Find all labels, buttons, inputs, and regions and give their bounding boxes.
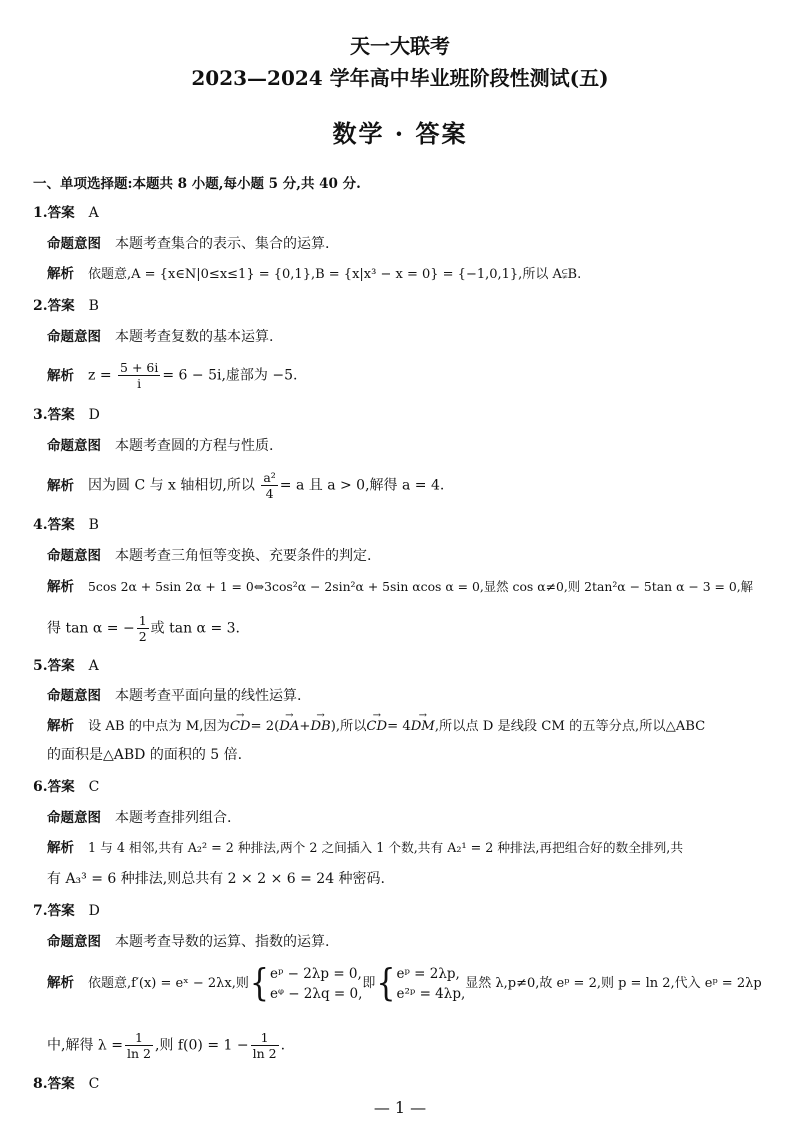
q1-intent: 本题考查集合的表示、集合的运算. (115, 236, 330, 252)
q6-analysis-line (47, 838, 683, 858)
answer-label: 答案 (47, 205, 75, 221)
q5-number: 5. (33, 658, 48, 674)
q7-analysis-2-mid: ,则 f(0) = 1 − (154, 1037, 249, 1054)
intent-label: 命题意图 (47, 688, 101, 704)
q2-analysis-pre: z = (88, 367, 112, 384)
answer-label: 答案 (47, 298, 75, 314)
q6-answer: C (88, 779, 100, 795)
left-brace-icon: { (376, 961, 396, 1005)
vector-db: → DB (310, 717, 330, 737)
q7-analysis-2-post: . (280, 1037, 286, 1054)
q6-number: 6. (33, 779, 48, 795)
q2-answer-line (33, 296, 99, 316)
q7-fraction-1-den: ln 2 (126, 1046, 151, 1061)
q6-intent-line (47, 808, 231, 828)
q7-analysis-line-2 (47, 1030, 285, 1061)
answer-label: 答案 (47, 779, 75, 795)
q7-system-2-row-2: e²ᵖ = 4λp, (396, 985, 466, 1002)
exam-title: 2023—2024 学年高中毕业班阶段性测试(五) (191, 66, 609, 90)
q1-number: 1. (33, 205, 48, 221)
q5-answer-line (33, 656, 99, 676)
q2-intent: 本题考查复数的基本运算. (115, 329, 274, 345)
q7-system-1-row-1: eᵖ − 2λp = 0, (269, 965, 362, 982)
q6-analysis-2: 有 A₃³ = 6 种排法,则总共有 2 × 2 × 6 = 24 种密码. (47, 871, 386, 887)
q7-system-1 (270, 964, 362, 1004)
q2-number: 2. (33, 298, 48, 314)
q5-answer: A (88, 658, 99, 674)
q4-analysis-2-post: 或 tan α = 3. (150, 620, 241, 637)
q5-analysis-p6: ,所以点 D 是线段 CM 的五等分点,所以△ABC (434, 719, 706, 734)
q7-fraction-2-num: 1 (251, 1030, 279, 1046)
q3-intent-line (47, 436, 273, 456)
q3-fraction-den: 4 (265, 486, 274, 501)
intent-label: 命题意图 (47, 329, 101, 345)
q5-intent: 本题考查平面向量的线性运算. (115, 688, 302, 704)
q3-fraction-num: a² (263, 470, 276, 485)
q2-analysis-line (47, 360, 297, 391)
q7-answer: D (88, 903, 100, 919)
q7-analysis-line (47, 963, 762, 1004)
q3-number: 3. (33, 407, 48, 423)
vector-da: → DA (279, 717, 299, 737)
analysis-label: 解析 (47, 367, 74, 384)
q3-analysis-post: = a 且 a > 0,解得 a = 4. (279, 477, 445, 494)
q7-answer-line (33, 901, 100, 921)
left-brace-icon: { (249, 961, 269, 1005)
q7-number: 7. (33, 903, 48, 919)
q7-intent: 本题考查导数的运算、指数的运算. (115, 934, 330, 950)
q2-intent-line (47, 327, 273, 347)
q4-answer-line (33, 515, 99, 535)
q1-analysis-line (47, 264, 581, 285)
q2-fraction-num: 5 + 6i (120, 360, 159, 375)
q4-fraction (137, 613, 149, 644)
q5-analysis-p4: ),所以 (330, 719, 367, 734)
q3-intent: 本题考查圆的方程与性质. (115, 438, 274, 454)
q2-fraction (118, 360, 160, 391)
q6-analysis-line-2 (47, 869, 385, 889)
q7-intent-line (47, 932, 329, 952)
q7-system-1-row-2: eᵠ − 2λq = 0, (269, 985, 363, 1002)
q5-analysis-line-2 (47, 745, 242, 765)
q1-answer-line (33, 203, 99, 223)
q2-analysis-post: = 6 − 5i,虚部为 −5. (162, 367, 298, 384)
q4-analysis-1: 5cos 2α + 5sin 2α + 1 = 0⇔3cos²α − 2sin²α + 5sin αcos α = 0,显然 cos α≠0,则 2tan²α − 5tan α − 3 = 0,解 (88, 579, 754, 594)
q4-fraction-den: 2 (138, 629, 147, 644)
analysis-label: 解析 (47, 718, 74, 734)
vector-cd-2: → CD (366, 717, 387, 737)
q6-intent: 本题考查排列组合. (115, 810, 232, 826)
q2-answer: B (88, 298, 99, 314)
q4-intent-line (47, 546, 371, 566)
subject-title: 数学 · 答案 (332, 119, 468, 148)
q1-analysis: 依题意,A = {x∈N|0≤x≤1} = {0,1},B = {x|x³ − x = 0} = {−1,0,1},所以 A⫋B. (88, 267, 582, 282)
analysis-label: 解析 (47, 477, 74, 494)
q4-analysis-2-pre: 得 tan α = − (47, 620, 135, 637)
q3-fraction (261, 470, 277, 501)
q5-analysis-p3: + (299, 719, 311, 734)
q6-analysis-1: 1 与 4 相邻,共有 A₂² = 2 种排法,两个 2 之间插入 1 个数,共有 A₂¹ = 2 种排法,再把组合好的数全排列,共 (88, 840, 684, 855)
intent-label: 命题意图 (47, 810, 101, 826)
vector-dm: → DM (411, 717, 435, 737)
q1-intent-line (47, 234, 329, 254)
q7-fraction-2 (251, 1030, 279, 1061)
q3-answer: D (88, 407, 100, 423)
q4-analysis-line-2 (47, 613, 240, 644)
q1-answer: A (88, 205, 99, 221)
page-number: — 1 — (373, 1098, 427, 1117)
q7-analysis-2-pre: 中,解得 λ = (47, 1037, 123, 1054)
q3-analysis-pre: 因为圆 C 与 x 轴相切,所以 (88, 477, 255, 494)
q4-fraction-num: 1 (138, 613, 147, 628)
q7-system-2-row-1: eᵖ = 2λp, (396, 965, 460, 982)
analysis-label: 解析 (47, 579, 74, 595)
answer-label: 答案 (47, 658, 75, 674)
answer-label: 答案 (47, 1076, 75, 1092)
intent-label: 命题意图 (47, 548, 101, 564)
q2-fraction-den: i (137, 376, 142, 391)
q3-analysis-line (47, 470, 444, 501)
analysis-label: 解析 (47, 266, 74, 282)
analysis-label: 解析 (47, 840, 74, 856)
q7-fraction-1-num: 1 (125, 1030, 153, 1046)
q4-analysis-line (47, 577, 753, 597)
intent-label: 命题意图 (47, 438, 101, 454)
q4-number: 4. (33, 517, 48, 533)
q8-number: 8. (33, 1076, 48, 1092)
q5-analysis-line (47, 716, 705, 737)
q8-answer: C (88, 1076, 100, 1092)
vector-cd: → CD (230, 717, 251, 737)
q8-answer-line (33, 1074, 99, 1094)
q6-answer-line (33, 777, 99, 797)
org-title: 天一大联考 (350, 34, 450, 58)
analysis-label: 解析 (47, 975, 74, 991)
q5-analysis-p5: = 4 (387, 719, 411, 734)
q5-analysis-p2: = 2( (250, 719, 280, 734)
intent-label: 命题意图 (47, 934, 101, 950)
q4-answer: B (88, 517, 99, 533)
q7-analysis-mid: 即 (362, 976, 376, 991)
q5-analysis-p1: 设 AB 的中点为 M,因为 (88, 719, 230, 734)
q5-intent-line (47, 686, 301, 706)
q7-analysis-post: 显然 λ,p≠0,故 eᵖ = 2,则 p = ln 2,代入 eᵖ = 2λp (465, 976, 762, 991)
q7-analysis-pre: 依题意,f′(x) = eˣ − 2λx,则 (88, 976, 249, 991)
intent-label: 命题意图 (47, 236, 101, 252)
q7-fraction-1 (125, 1030, 153, 1061)
section-heading: 一、单项选择题:本题共 8 小题,每小题 5 分,共 40 分. (33, 176, 361, 192)
q4-intent: 本题考查三角恒等变换、充要条件的判定. (115, 548, 372, 564)
q7-fraction-2-den: ln 2 (252, 1046, 277, 1061)
q5-analysis-2: 的面积是△ABD 的面积的 5 倍. (47, 747, 243, 763)
q3-answer-line (33, 405, 100, 425)
q7-system-2 (396, 964, 465, 1004)
answer-label: 答案 (47, 407, 75, 423)
answer-label: 答案 (47, 517, 75, 533)
answer-label: 答案 (47, 903, 75, 919)
